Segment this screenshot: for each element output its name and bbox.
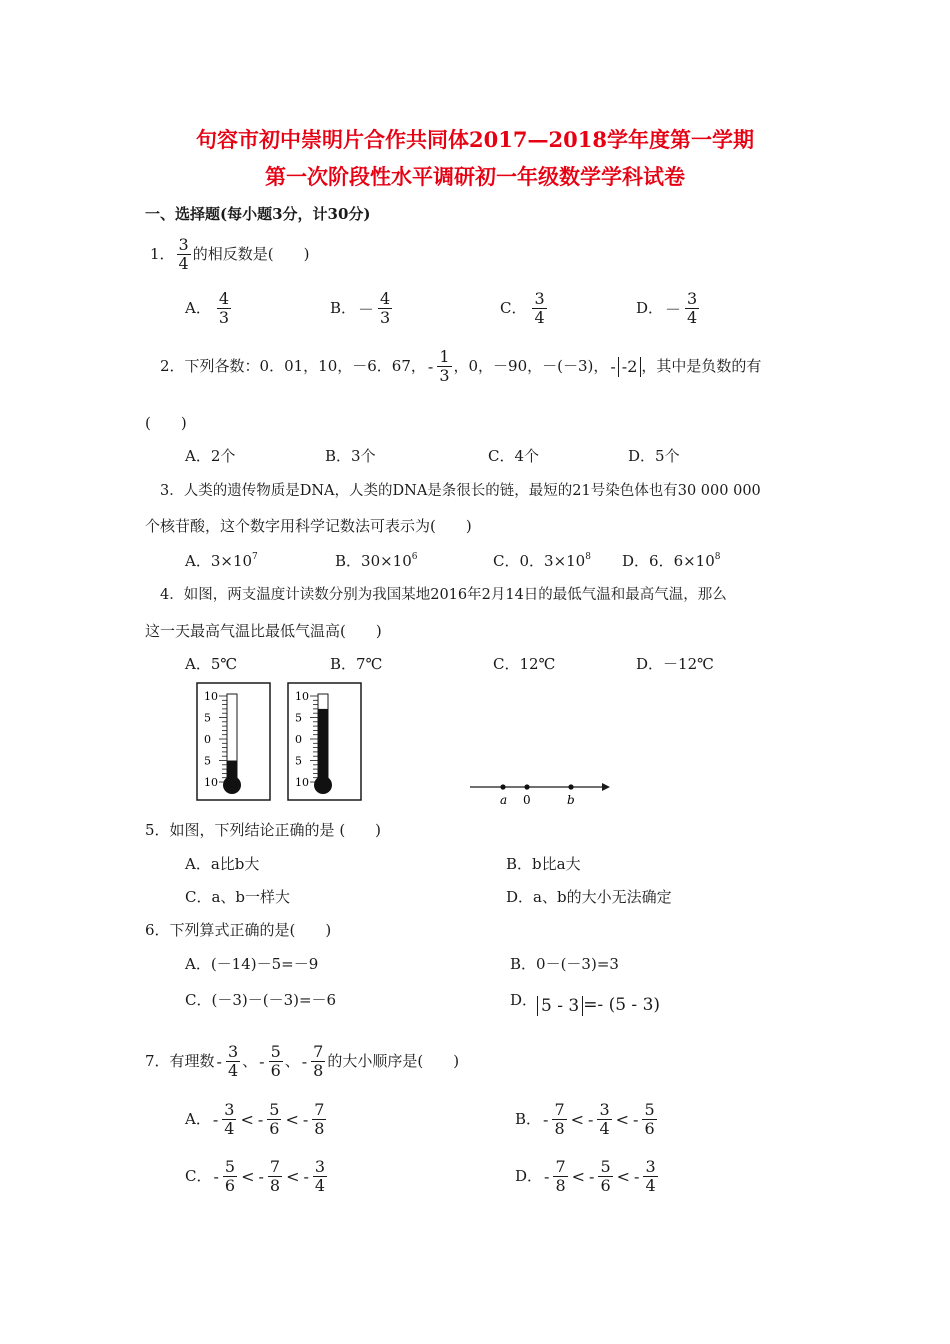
q7-option-c: C． - $\frac{5}{6}$ < - $\frac{7}{8}$ < - $\frac{3}{4}$ [185, 1157, 326, 1196]
thermometer-label: 5 [295, 711, 302, 725]
question-3-line1: 3．人类的遗传物质是DNA，人类的DNA是条很长的链，最短的21号染色体也有30 000 000 [160, 483, 761, 499]
fraction: $\frac{7}{8}$ [314, 1100, 325, 1139]
fraction: $\frac{3}{4}$ [645, 1157, 656, 1196]
fraction: $\frac{5}{6}$ [269, 1100, 280, 1139]
q1-option-a: A． $\frac{4}{3}$ [185, 289, 230, 328]
point-origin [524, 784, 529, 789]
q5-option-d: D．a、b的大小无法确定 [506, 888, 672, 906]
q1-option-d: D． － $\frac{3}{4}$ [636, 289, 698, 328]
question-5: 5．如图，下列结论正确的是 ( ) [145, 821, 382, 839]
q4-option-b: B．7℃ [330, 655, 383, 673]
label-b: b [567, 793, 575, 807]
q7-option-b: B． - $\frac{7}{8}$ < - $\frac{3}{4}$ < - $\frac{5}{6}$ [515, 1100, 655, 1139]
q5-option-b: B．b比a大 [506, 855, 581, 873]
question-1 [150, 236, 309, 274]
thermometer-label: 5 [204, 711, 211, 725]
question-6: 6．下列算式正确的是( ) [145, 921, 332, 939]
q5-option-a: A．a比b大 [185, 855, 260, 873]
q3-option-b: B．$30\times 10^6$ [335, 552, 418, 570]
label-0: 0 [523, 793, 531, 807]
fraction: $\frac{5}{6}$ [224, 1157, 236, 1196]
fraction: $\frac{5}{6}$ [644, 1100, 655, 1139]
fraction: $\frac{3}{4}$ [534, 289, 545, 328]
q2-paren: ( ) [145, 414, 187, 432]
question-3-line2: 个核苷酸，这个数字用科学记数法可表示为( ) [145, 517, 472, 535]
q2-option-c: C．4个 [488, 447, 540, 465]
thermometer-label: 10 [204, 690, 218, 703]
fraction: $\frac{1}{3}$ [439, 347, 450, 386]
question-2: 2．下列各数：0．01，10，－6．67， - $\frac{1}{3}$ ，0，－90，－(－3)， - -2 ，其中是负数的有 [160, 347, 762, 386]
q4-option-d: D．－12℃ [636, 655, 714, 673]
q6-option-c: C．(－3)－(－3)=－6 [185, 991, 337, 1009]
exam-title-line1: 句容市初中崇明片合作共同体2017—2018学年度第一学期 [196, 127, 754, 152]
thermometer-high [287, 682, 363, 802]
fraction: $\frac{3}{4}$ [687, 289, 698, 328]
q1-option-b: B． － $\frac{4}{3}$ [330, 289, 391, 328]
fraction: $\frac{5}{6}$ [600, 1157, 611, 1196]
number-line [466, 774, 612, 808]
absolute-value: -2 [618, 357, 642, 377]
fraction: $\frac{5}{6}$ [270, 1042, 281, 1081]
q6-option-d: D． [510, 991, 538, 1009]
thermometer-label: 0 [204, 733, 211, 746]
section-heading: 一、选择题(每小题3分，计30分) [145, 205, 371, 223]
fraction: $\frac{7}{8}$ [269, 1157, 281, 1196]
q2-option-b: B．3个 [325, 447, 376, 465]
thermometer-label: 5 [295, 754, 302, 768]
point-b [568, 784, 573, 789]
question-7: 7．有理数 - $\frac{3}{4}$ 、 - $\frac{5}{6}$ 、 - $\frac{7}{8}$ 的大小顺序是( ) [145, 1042, 460, 1081]
exam-title-line2: 第一次阶段性水平调研初一年级数学学科试卷 [265, 164, 685, 189]
q6-option-d-expression: 5 - 3 =- (5 - 3) [537, 995, 660, 1016]
q2-option-d: D．5个 [628, 447, 680, 465]
mercury-column [318, 709, 328, 785]
q6-option-a: A．(－14)－5=－9 [185, 955, 319, 973]
thermometer-label: 10 [295, 776, 309, 789]
fraction: $\frac{7}{8}$ [555, 1157, 566, 1196]
question-4-line1: 4．如图，两支温度计读数分别为我国某地2016年2月14日的最低气温和最高气温，那么 [160, 587, 727, 603]
fraction: $\frac{3}{4}$ [314, 1157, 326, 1196]
q7-option-d: D． - $\frac{7}{8}$ < - $\frac{5}{6}$ < - $\frac{3}{4}$ [515, 1157, 656, 1196]
label-a: a [500, 793, 508, 807]
fraction: $\frac{3}{4}$ [227, 1042, 239, 1081]
question-number: 1． [150, 244, 175, 263]
question-4-line2: 这一天最高气温比最低气温高( ) [145, 622, 382, 640]
fraction: $\frac{4}{3}$ [380, 289, 391, 328]
q4-option-a: A．5℃ [185, 655, 238, 673]
thermometer-label: 10 [295, 690, 309, 703]
fraction: $\frac{3}{4}$ [178, 235, 189, 274]
q4-option-c: C．12℃ [493, 655, 556, 673]
q1-option-c: C． $\frac{3}{4}$ [500, 289, 545, 328]
thermometer-low [196, 682, 272, 802]
fraction: $\frac{7}{8}$ [554, 1100, 565, 1139]
q2-option-a: A．2个 [185, 447, 236, 465]
question-text: 的相反数是( ) [192, 244, 310, 263]
thermometer-label: 10 [204, 776, 218, 789]
q3-option-c: C．0．$3\times 10^8$ [493, 552, 591, 570]
q3-option-d: D．6．$6\times 10^8$ [622, 552, 721, 570]
fraction: $\frac{3}{4}$ [599, 1100, 610, 1139]
absolute-value: 5 - 3 [537, 996, 583, 1016]
point-a [500, 784, 505, 789]
fraction: $\frac{7}{8}$ [313, 1042, 324, 1081]
q3-option-a: A．$3\times 10^7$ [185, 552, 258, 570]
fraction: $\frac{3}{4}$ [224, 1100, 235, 1139]
q6-option-b: B．0－(－3)=3 [510, 955, 619, 973]
q5-option-c: C．a、b一样大 [185, 888, 291, 906]
thermometer-label: 0 [295, 733, 302, 746]
fraction: $\frac{4}{3}$ [218, 289, 230, 328]
thermometer-label: 5 [204, 754, 211, 768]
q7-option-a: A． - $\frac{3}{4}$ < - $\frac{5}{6}$ < - $\frac{7}{8}$ [185, 1100, 325, 1139]
